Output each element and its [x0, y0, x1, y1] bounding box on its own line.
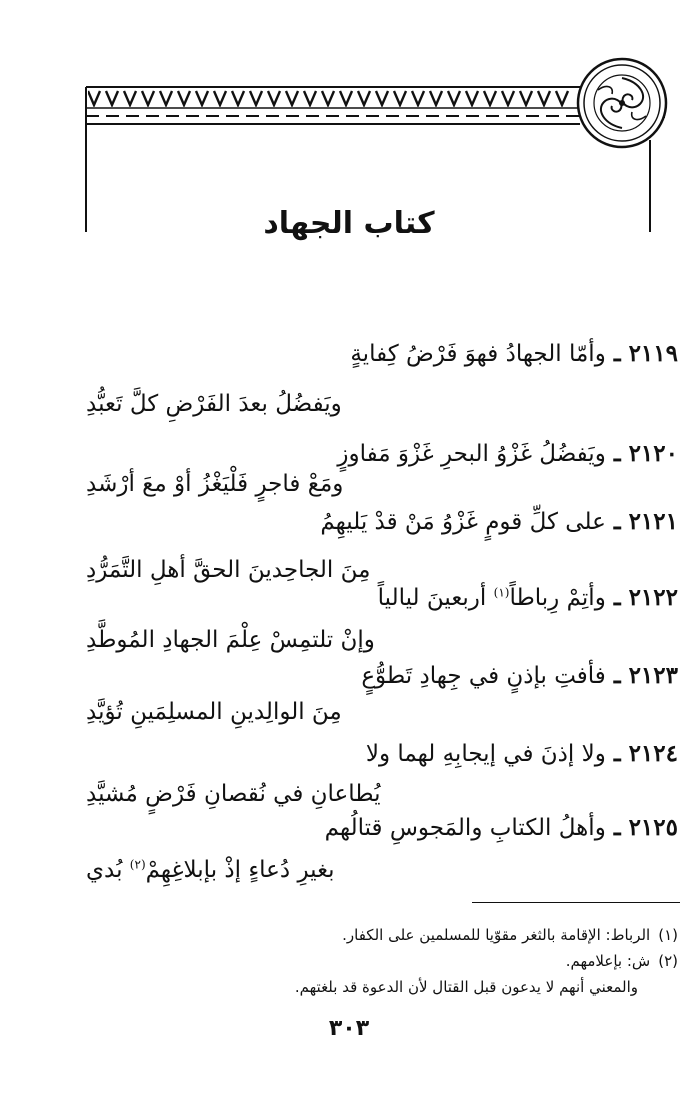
verse-text: وأمّا الجهادُ فهوَ فَرْضُ كِفايةٍ	[350, 341, 606, 367]
chapter-title: كتاب الجهاد	[263, 206, 435, 241]
verse-second-hemistich: مِنَ الجاحِدينَ الحقَّ أهلِ التَّمَرُّدِ	[86, 557, 371, 583]
verse-text: بغيرِ دُعاءٍ إذْ بإبلاغِهِمْ	[145, 857, 335, 883]
verse-text: وأهلُ الكتابِ والمَجوسِ قتالُهم	[324, 815, 606, 841]
footnote-text: ش: بإعلامهم.	[565, 952, 651, 970]
verse-text: وأتِمْ رِباطاً	[509, 585, 606, 611]
verse-number: ٢١٢٤ ـ	[605, 740, 678, 767]
verse-first-hemistich	[86, 578, 678, 618]
footnote	[200, 922, 678, 948]
verse-number: ٢١٢٣ ـ	[605, 662, 678, 689]
footnote-reference: (٢)	[129, 857, 146, 872]
verse-text: ويَفضُلُ غَزْوُ البحرِ غَزْوَ مَفاوزٍ	[337, 441, 606, 467]
verse-first-hemistich	[86, 656, 678, 696]
verse-number: ٢١٢٢ ـ	[605, 584, 678, 611]
footnote	[200, 948, 678, 974]
verse-text: فأفتِ بإذنٍ في جِهادِ تَطوُّعٍ	[361, 663, 606, 689]
footnote-reference: (١)	[493, 585, 510, 600]
verse-number: ٢١٢٥ ـ	[605, 814, 678, 841]
verse-text: على كلِّ قومٍ غَزْوُ مَنْ قدْ يَليهِمُ	[320, 509, 606, 535]
footnote-continuation: والمعني أنهم لا يدعون قبل القتال لأن الدعوة قد بلغتهم.	[294, 978, 638, 996]
footnote-number: (١)	[658, 926, 678, 944]
verse-second-hemistich: وإنْ تلتمِسْ عِلْمَ الجهادِ المُوطَّدِ	[86, 627, 375, 653]
verse-first-hemistich	[86, 502, 678, 542]
verse-text: بُدي	[86, 857, 130, 883]
footnote-text: الرباط: الإقامة بالثغر مقوّيا للمسلمين على الكفار.	[342, 926, 651, 944]
verse-first-hemistich	[86, 734, 678, 774]
verse-second-hemistich: ويَفضُلُ بعدَ الفَرْضِ كلَّ تَعبُّدِ	[86, 391, 342, 417]
verse-second-hemistich: مِنَ الوالِدينِ المسلِمَينِ تُؤيَّدِ	[86, 699, 342, 725]
verse-second-hemistich: يُطاعانِ في نُقصانِ فَرْضٍ مُشيَّدِ	[86, 781, 381, 807]
footnote-number: (٢)	[658, 952, 678, 970]
zigzag-ornament	[88, 91, 586, 105]
verse-number: ٢١٢٠ ـ	[605, 440, 678, 467]
verse-number: ٢١١٩ ـ	[605, 340, 678, 367]
verse-second-hemistich	[86, 850, 678, 890]
verse-number: ٢١٢١ ـ	[605, 508, 678, 535]
ornament-medallion	[578, 59, 666, 147]
verse-text: أربعينَ ليالياً	[377, 585, 494, 611]
verse-first-hemistich	[86, 334, 678, 374]
verse-text: ولا إذنَ في إيجابِهِ لهما ولا	[365, 741, 606, 767]
page-number: ٣٠٣	[328, 1016, 370, 1041]
verse-first-hemistich	[86, 808, 678, 848]
footnote-separator	[472, 902, 680, 903]
verse-second-hemistich: ومَعْ فاجرٍ فَلْيَغْزُ أوْ معَ أرْشَدِ	[86, 471, 344, 497]
